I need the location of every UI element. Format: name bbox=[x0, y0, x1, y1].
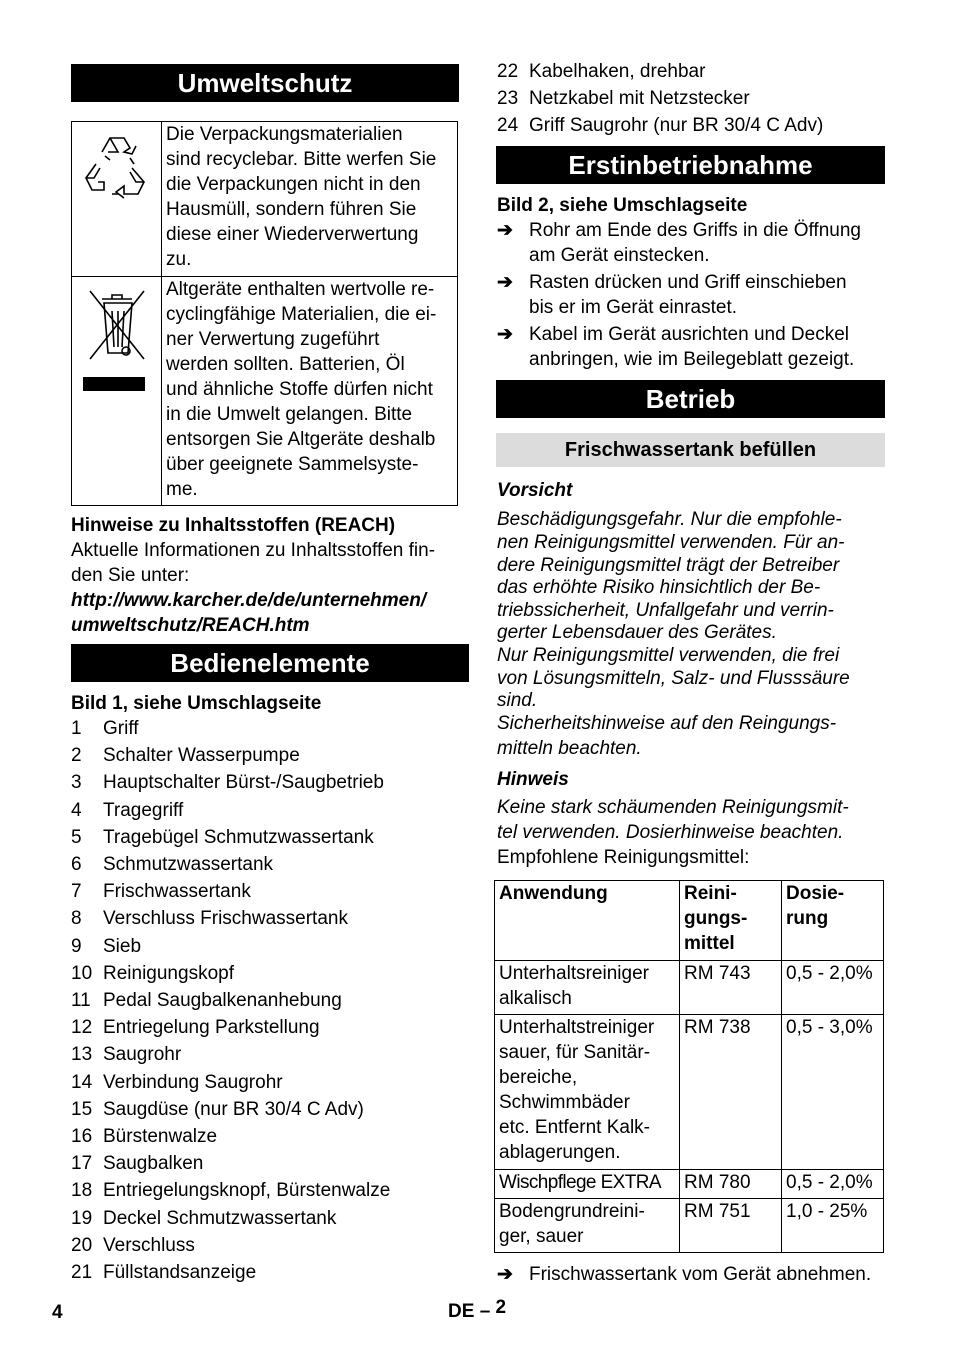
list-item bbox=[71, 1070, 283, 1095]
hinweis-text-line: Keine stark schäumenden Reinigungsmit- bbox=[497, 797, 849, 818]
recycle-text bbox=[166, 122, 453, 272]
item-label: Schmutzwassertank bbox=[103, 854, 274, 875]
text-line: sind recyclebar. Bitte werfen Sie bbox=[166, 149, 437, 170]
vorsicht-text-line: mitteln beachten. bbox=[497, 738, 642, 759]
step-text: Frischwassertank vom Gerät abnehmen. bbox=[529, 1264, 872, 1285]
item-number: 10 bbox=[71, 963, 93, 984]
step-text: Rohr am Ende des Griffs in die Öffnung bbox=[529, 220, 861, 241]
item-label: Entriegelung Parkstellung bbox=[103, 1017, 320, 1038]
list-item bbox=[71, 825, 374, 850]
cell-anwendung: Bodengrundreini- ger, sauer bbox=[495, 1199, 680, 1253]
final-step bbox=[497, 1262, 871, 1287]
text-line: die Verpackungen nicht in den bbox=[166, 174, 421, 195]
empfohlen-label: Empfohlene Reinigungsmittel: bbox=[497, 847, 750, 868]
text-line: über geeignete Sammelsyste- bbox=[166, 454, 419, 475]
step-text: Kabel im Gerät ausrichten und Deckel bbox=[529, 324, 849, 345]
item-number: 14 bbox=[71, 1072, 93, 1093]
list-item bbox=[71, 743, 300, 768]
cell-dose: 0,5 - 2,0% bbox=[782, 961, 884, 1015]
text-line: ner Verwertung zugeführt bbox=[166, 329, 380, 350]
item-number: 21 bbox=[71, 1262, 93, 1283]
arrow-right-icon: ➔ bbox=[497, 220, 513, 241]
table-row bbox=[495, 1199, 884, 1253]
vorsicht-text-line: triebssicherheit, Unfallgefahr und verrin- bbox=[497, 600, 834, 621]
subsection-title-frischwassertank: Frischwassertank befüllen bbox=[496, 433, 885, 467]
cell-rm: RM 751 bbox=[680, 1199, 782, 1253]
step-item bbox=[497, 322, 849, 347]
item-label: Kabelhaken, drehbar bbox=[529, 61, 706, 82]
item-label: Bürstenwalze bbox=[103, 1126, 218, 1147]
recycle-text-cell bbox=[162, 122, 458, 277]
hinweis-label: Hinweis bbox=[497, 769, 569, 790]
item-label: Verschluss bbox=[103, 1235, 195, 1256]
vorsicht-text-line: nen Reinigungsmittel verwenden. Für an- bbox=[497, 532, 845, 553]
item-number: 22 bbox=[497, 61, 519, 82]
item-number: 15 bbox=[71, 1099, 93, 1120]
header-anwendung: Anwendung bbox=[495, 881, 680, 961]
item-label: Tragebügel Schmutzwassertank bbox=[103, 827, 374, 848]
item-label: Sieb bbox=[103, 936, 142, 957]
item-number: 17 bbox=[71, 1153, 93, 1174]
item-number: 3 bbox=[71, 772, 82, 793]
footer-dash: – bbox=[479, 1301, 491, 1322]
dosage-table bbox=[494, 880, 884, 1253]
environment-table bbox=[71, 121, 458, 506]
list-item bbox=[71, 1260, 256, 1285]
list-item bbox=[71, 770, 384, 795]
list-item bbox=[71, 716, 139, 741]
arrow-right-icon: ➔ bbox=[497, 272, 513, 293]
item-number: 12 bbox=[71, 1017, 93, 1038]
vorsicht-text-line: Beschädigungsgefahr. Nur die empfohle- bbox=[497, 509, 842, 530]
item-label: Saugdüse (nur BR 30/4 C Adv) bbox=[103, 1099, 364, 1120]
item-label: Griff bbox=[103, 718, 139, 739]
item-number: 4 bbox=[71, 800, 82, 821]
arrow-right-icon: ➔ bbox=[497, 1264, 513, 1285]
item-number: 23 bbox=[497, 88, 519, 109]
item-number: 16 bbox=[71, 1126, 93, 1147]
lang-code: DE bbox=[448, 1301, 475, 1322]
list-item bbox=[71, 906, 348, 931]
text-line: und ähnliche Stoffe dürfen nicht bbox=[166, 379, 433, 400]
item-number: 8 bbox=[71, 908, 82, 929]
list-item bbox=[71, 1151, 203, 1176]
sub-page-number: 2 bbox=[495, 1297, 507, 1318]
step-text: am Gerät einstecken. bbox=[529, 245, 710, 266]
item-label: Deckel Schmutzwassertank bbox=[103, 1208, 337, 1229]
arrow-right-icon: ➔ bbox=[497, 324, 513, 345]
item-number: 6 bbox=[71, 854, 82, 875]
bild2-caption: Bild 2, siehe Umschlagseite bbox=[497, 195, 748, 216]
list-item bbox=[71, 1233, 195, 1258]
list-item bbox=[71, 1097, 364, 1122]
item-label: Tragegriff bbox=[103, 800, 184, 821]
hinweis-text-line: tel verwenden. Dosierhinweise beachten. bbox=[497, 822, 844, 843]
text-line: Die Verpackungsmaterialien bbox=[166, 124, 403, 145]
table-row bbox=[495, 961, 884, 1015]
section-title-bedienelemente: Bedienelemente bbox=[71, 644, 469, 682]
cell-dose: 1,0 - 25% bbox=[782, 1199, 884, 1253]
vorsicht-label: Vorsicht bbox=[497, 480, 573, 501]
item-label: Verschluss Frischwassertank bbox=[103, 908, 348, 929]
footer-lang bbox=[448, 1299, 506, 1324]
item-number: 1 bbox=[71, 718, 82, 739]
section-title-erstinbetriebnahme: Erstinbetriebnahme bbox=[496, 146, 885, 184]
header-dosierung: Dosie- rung bbox=[782, 881, 884, 961]
vorsicht-text-line: das erhöhte Risiko hinsichtlich der Be- bbox=[497, 577, 821, 598]
section-title-umweltschutz: Umweltschutz bbox=[71, 64, 459, 102]
recycle-icon bbox=[72, 122, 161, 232]
item-number: 24 bbox=[497, 115, 519, 136]
item-number: 11 bbox=[71, 990, 91, 1011]
reach-text-line: Aktuelle Informationen zu Inhaltsstoffen fin- bbox=[71, 540, 436, 561]
list-item bbox=[71, 1042, 181, 1067]
item-label: Pedal Saugbalkenanhebung bbox=[103, 990, 342, 1011]
bild1-caption: Bild 1, siehe Umschlagseite bbox=[71, 693, 322, 714]
cell-rm: RM 780 bbox=[680, 1170, 782, 1199]
list-item bbox=[71, 1178, 390, 1203]
step-item-cont bbox=[529, 295, 737, 320]
item-number: 18 bbox=[71, 1180, 93, 1201]
cell-anwendung: Wischpflege EXTRA bbox=[495, 1170, 680, 1199]
text-line: werden sollten. Batterien, Öl bbox=[166, 354, 405, 375]
item-number: 20 bbox=[71, 1235, 93, 1256]
cell-rm: RM 738 bbox=[680, 1015, 782, 1170]
vorsicht-text-line: sind. bbox=[497, 690, 538, 711]
weee-text-cell bbox=[162, 277, 458, 506]
text-line: diese einer Wiederverwertung bbox=[166, 224, 419, 245]
vorsicht-text-line: Sicherheitshinweise auf den Reingungs- bbox=[497, 713, 837, 734]
list-item bbox=[497, 86, 750, 111]
step-text: bis er im Gerät einrastet. bbox=[529, 297, 738, 318]
step-item-cont bbox=[529, 243, 710, 268]
crossed-bin-icon bbox=[72, 277, 161, 397]
item-label: Frischwassertank bbox=[103, 881, 251, 902]
reach-url-link[interactable]: umweltschutz/REACH.htm bbox=[71, 615, 310, 636]
text-line: Hausmüll, sondern führen Sie bbox=[166, 199, 417, 220]
item-label: Saugrohr bbox=[103, 1044, 182, 1065]
list-item bbox=[71, 852, 273, 877]
vorsicht-text-line: Nur Reinigungsmittel verwenden, die frei bbox=[497, 645, 840, 666]
step-text: anbringen, wie im Beilegeblatt gezeigt. bbox=[529, 349, 855, 370]
cell-anwendung: Unterhaltsreiniger alkalisch bbox=[495, 961, 680, 1015]
weee-text bbox=[166, 277, 453, 502]
item-number: 5 bbox=[71, 827, 82, 848]
cell-rm: RM 743 bbox=[680, 961, 782, 1015]
vorsicht-text-line: von Lösungsmitteln, Salz- und Flusssäure bbox=[497, 668, 850, 689]
section-title-betrieb: Betrieb bbox=[496, 380, 885, 418]
item-label: Reinigungskopf bbox=[103, 963, 234, 984]
list-item bbox=[71, 798, 183, 823]
list-item bbox=[497, 59, 705, 84]
reach-url-link[interactable]: http://www.karcher.de/de/unternehmen/ bbox=[71, 590, 427, 611]
text-line: me. bbox=[166, 479, 198, 500]
step-item-cont bbox=[529, 347, 854, 372]
vorsicht-text-line: dere Reinigungsmittel trägt der Betreiber bbox=[497, 555, 840, 576]
item-number: 2 bbox=[71, 745, 82, 766]
reach-text-line: den Sie unter: bbox=[71, 565, 190, 586]
recycle-icon-cell bbox=[72, 122, 162, 277]
text-line: cyclingfähige Materialien, die ei- bbox=[166, 304, 437, 325]
weee-icon-cell bbox=[72, 277, 162, 506]
page-number: 4 bbox=[52, 1302, 63, 1323]
text-line: zu. bbox=[166, 249, 192, 270]
list-item bbox=[71, 1124, 217, 1149]
list-item bbox=[71, 961, 234, 986]
list-item bbox=[71, 879, 251, 904]
cell-dose: 0,5 - 2,0% bbox=[782, 1170, 884, 1199]
list-item bbox=[71, 934, 141, 959]
item-label: Netzkabel mit Netzstecker bbox=[529, 88, 750, 109]
text-line: Altgeräte enthalten wertvolle re- bbox=[166, 279, 435, 300]
header-reinigungsmittel: Reini- gungs- mittel bbox=[680, 881, 782, 961]
item-number: 19 bbox=[71, 1208, 93, 1229]
text-line: in die Umwelt gelangen. Bitte bbox=[166, 404, 413, 425]
step-item bbox=[497, 218, 861, 243]
reach-heading: Hinweise zu Inhaltsstoffen (REACH) bbox=[71, 515, 396, 536]
table-row bbox=[495, 1170, 884, 1199]
item-label: Füllstandsanzeige bbox=[103, 1262, 257, 1283]
step-item bbox=[497, 270, 847, 295]
table-row bbox=[495, 1015, 884, 1170]
list-item bbox=[497, 113, 823, 138]
list-item bbox=[71, 988, 342, 1013]
item-number: 9 bbox=[71, 936, 82, 957]
item-label: Saugbalken bbox=[103, 1153, 204, 1174]
item-label: Entriegelungsknopf, Bürstenwalze bbox=[103, 1180, 391, 1201]
step-text: Rasten drücken und Griff einschieben bbox=[529, 272, 847, 293]
cell-anwendung: Unterhaltstreiniger sauer, für Sanitär- bereiche, Schwimmbäder etc. Entfernt Kalk- ablagerungen. bbox=[495, 1015, 680, 1170]
cell-dose: 0,5 - 3,0% bbox=[782, 1015, 884, 1170]
vorsicht-text-line: gerter Lebensdauer des Gerätes. bbox=[497, 622, 777, 643]
item-label: Hauptschalter Bürst-/Saugbetrieb bbox=[103, 772, 384, 793]
list-item bbox=[71, 1206, 336, 1231]
item-label: Schalter Wasserpumpe bbox=[103, 745, 300, 766]
text-line: entsorgen Sie Altgeräte deshalb bbox=[166, 429, 436, 450]
item-label: Griff Saugrohr (nur BR 30/4 C Adv) bbox=[529, 115, 824, 136]
item-label: Verbindung Saugrohr bbox=[103, 1072, 283, 1093]
list-item bbox=[71, 1015, 320, 1040]
item-number: 13 bbox=[71, 1044, 93, 1065]
item-number: 7 bbox=[71, 881, 82, 902]
